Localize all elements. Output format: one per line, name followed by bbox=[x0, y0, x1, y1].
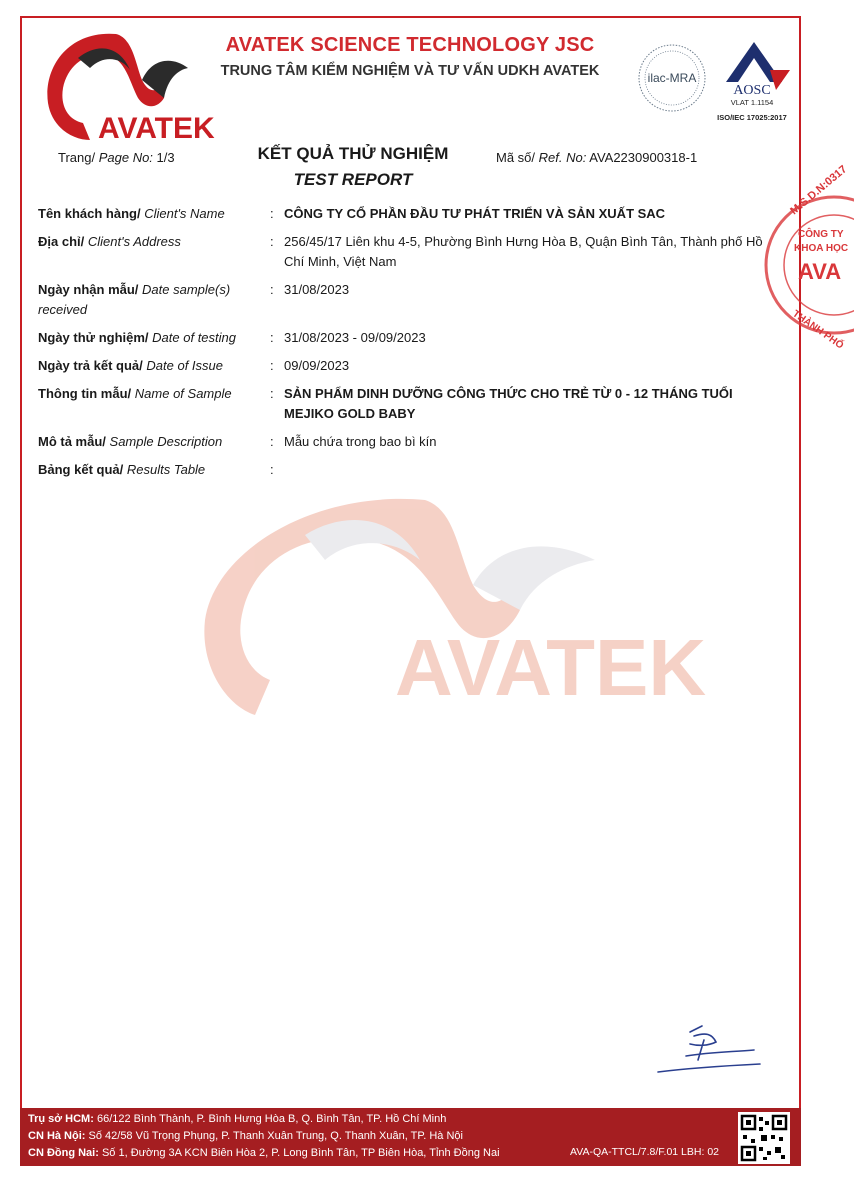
qr-code-icon bbox=[738, 1112, 790, 1164]
avatek-watermark bbox=[195, 490, 707, 720]
field-label: Mô tả mẫu/ Sample Description bbox=[38, 434, 223, 449]
aosc-accreditation-icon bbox=[712, 40, 796, 126]
aosc-code: VLAT 1.1154 bbox=[730, 98, 774, 107]
page-label-vn: Trang/ bbox=[58, 150, 96, 165]
logo-text: AVATEK bbox=[98, 112, 215, 145]
page-value: 1/3 bbox=[156, 150, 175, 165]
field-value: 31/08/2023 bbox=[284, 282, 350, 297]
reference-number bbox=[496, 150, 697, 165]
field-value: 31/08/2023 - 09/09/2023 bbox=[284, 330, 426, 345]
field-label: Tên khách hàng/ Client's Name bbox=[38, 206, 225, 221]
field-value: 256/45/17 Liên khu 4-5, Phường Bình Hưng Hòa B, Quận Bình Tân, Thành phố Hồ Chí Minh, Việt Nam bbox=[284, 234, 763, 269]
field-label: Bảng kết quả/ Results Table bbox=[38, 462, 206, 477]
footer-hanoi: CN Hà Nội: Số 42/58 Vũ Trọng Phụng, P. Thanh Xuân Trung, Q. Thanh Xuân, TP. Hà Nội bbox=[28, 1130, 463, 1142]
signature-mark bbox=[650, 1020, 765, 1080]
stamp-text-bottom: THÀNH PHỐ bbox=[790, 308, 846, 352]
field-label: Ngày thử nghiệm/ Date of testing bbox=[38, 330, 236, 345]
field-value: CÔNG TY CỔ PHẦN ĐẦU TƯ PHÁT TRIỂN VÀ SẢN XUẤT SAC bbox=[284, 206, 666, 221]
footer-dongnai: CN Đồng Nai: Số 1, Đường 3A KCN Biên Hòa 2, P. Long Bình Tân, TP Biên Hòa, Tỉnh Đồng Nai bbox=[28, 1147, 500, 1159]
avatek-logo bbox=[38, 28, 215, 146]
stamp-text-brand: AVA bbox=[798, 259, 842, 284]
page-label-en: Page No: bbox=[98, 150, 153, 165]
ilac-mra-icon bbox=[636, 42, 708, 114]
report-title-en: TEST REPORT bbox=[293, 170, 413, 189]
field-value: 09/09/2023 bbox=[284, 358, 350, 373]
company-name: AVATEK SCIENCE TECHNOLOGY JSC bbox=[225, 34, 595, 56]
ref-label-vn: Mã số/ bbox=[496, 150, 536, 165]
page-number bbox=[58, 150, 175, 165]
field-value: SẢN PHẨM DINH DƯỠNG CÔNG THỨC CHO TRẺ TỪ 0 - 12 THÁNG TUỔI MEJIKO GOLD BABY bbox=[284, 386, 733, 421]
aosc-text: AOSC bbox=[733, 83, 771, 98]
footer-bar bbox=[20, 1108, 801, 1166]
test-report-page: AVATEK AVATEK SCIENCE TECHNOLOGY JSC TRUNG TÂM KIỂM NGHIỆM VÀ TƯ VẤN UDKH AVATEK ilac-MRA AOSC VLAT 1.1154 ISO/IEC 17025:2017 Trang/ Page No: 1/3 KẾT QUẢ THỬ NGHIỆM TEST REPORT Mã số/ Ref. No: AVA2230900318-1 M.S.D.N:0317 CÔNG TY KHOA HỌC AVA THÀNH PHỐ AVATEK Tên khách hàng/ Client's Name : CÔNG TY CỔ PHẦN ĐẦU TƯ PHÁT TRIỂN VÀ SẢN XUẤT SAC Địa chỉ/ Client's Address : 256/45/17 Liên khu 4-5, Phường Bình Hưng Hòa B, Quận Bình Tân, Thành phố Hồ Chí Minh, Việt Nam Ngày nhận mẫu/ Date sample(s) received : 31/08/2023 Ngày thử nghiệm/ Date of testing : 31/08/2023 - 09/09/2023 Ngày trả kết quả/ Date of Issue : 09/09/2023 Thông tin mẫu/ Name of Sample : SẢN PHẨM DINH DƯỠNG CÔNG THỨC CHO TRẺ TỪ 0 - 12 THÁNG TUỔI MEJIKO GOLD BABY Mô tả mẫu/ Sample Description : Mẫu chứa trong bao bì kín Bảng kết quả/ Results Table : Trụ sở HCM: 66/122 Bình Thành, P. Bình Hưng Hòa B, Q. Bình Tân, TP. Hồ Chí Minh CN Hà Nội: Số 42/58 Vũ Trọng Phụng, P. Thanh Xuân Trung, Q. Thanh Xuân, TP. Hà Nội CN Đồng Nai: Số 1, Đường 3A KCN Biên Hòa 2, P. Long Bình Tân, TP Biên Hòa, Tỉnh Đồng Nai AVA-QA-TTCL/7.8/F.01 LBH: 02 bbox=[0, 0, 840, 1186]
ref-label-en: Ref. No: bbox=[538, 150, 587, 165]
company-seal-stamp bbox=[764, 163, 854, 355]
field-label: Ngày nhận mẫu/ Date sample(s) received bbox=[38, 282, 231, 317]
form-code: AVA-QA-TTCL/7.8/F.01 LBH: 02 bbox=[570, 1146, 719, 1158]
field-label: Thông tin mẫu/ Name of Sample bbox=[38, 386, 232, 401]
footer-hcm: Trụ sở HCM: 66/122 Bình Thành, P. Bình Hưng Hòa B, Q. Bình Tân, TP. Hồ Chí Minh bbox=[28, 1113, 447, 1125]
stamp-text-top: M.S.D.N:0317 bbox=[788, 163, 850, 218]
center-name: TRUNG TÂM KIỂM NGHIỆM VÀ TƯ VẤN UDKH AVATEK bbox=[220, 63, 600, 79]
stamp-text-mid2: KHOA HỌC bbox=[794, 243, 849, 254]
ilac-text: ilac-MRA bbox=[647, 71, 697, 85]
field-label: Địa chỉ/ Client's Address bbox=[38, 234, 181, 249]
field-value: Mẫu chứa trong bao bì kín bbox=[284, 434, 437, 449]
watermark-text: AVATEK bbox=[395, 623, 707, 712]
ref-value: AVA2230900318-1 bbox=[589, 150, 698, 165]
report-title-vn: KẾT QUẢ THỬ NGHIỆM bbox=[257, 144, 449, 163]
field-label: Ngày trả kết quả/ Date of Issue bbox=[38, 358, 223, 373]
iso-text: ISO/IEC 17025:2017 bbox=[717, 113, 787, 122]
stamp-text-mid1: CÔNG TY bbox=[798, 229, 844, 240]
